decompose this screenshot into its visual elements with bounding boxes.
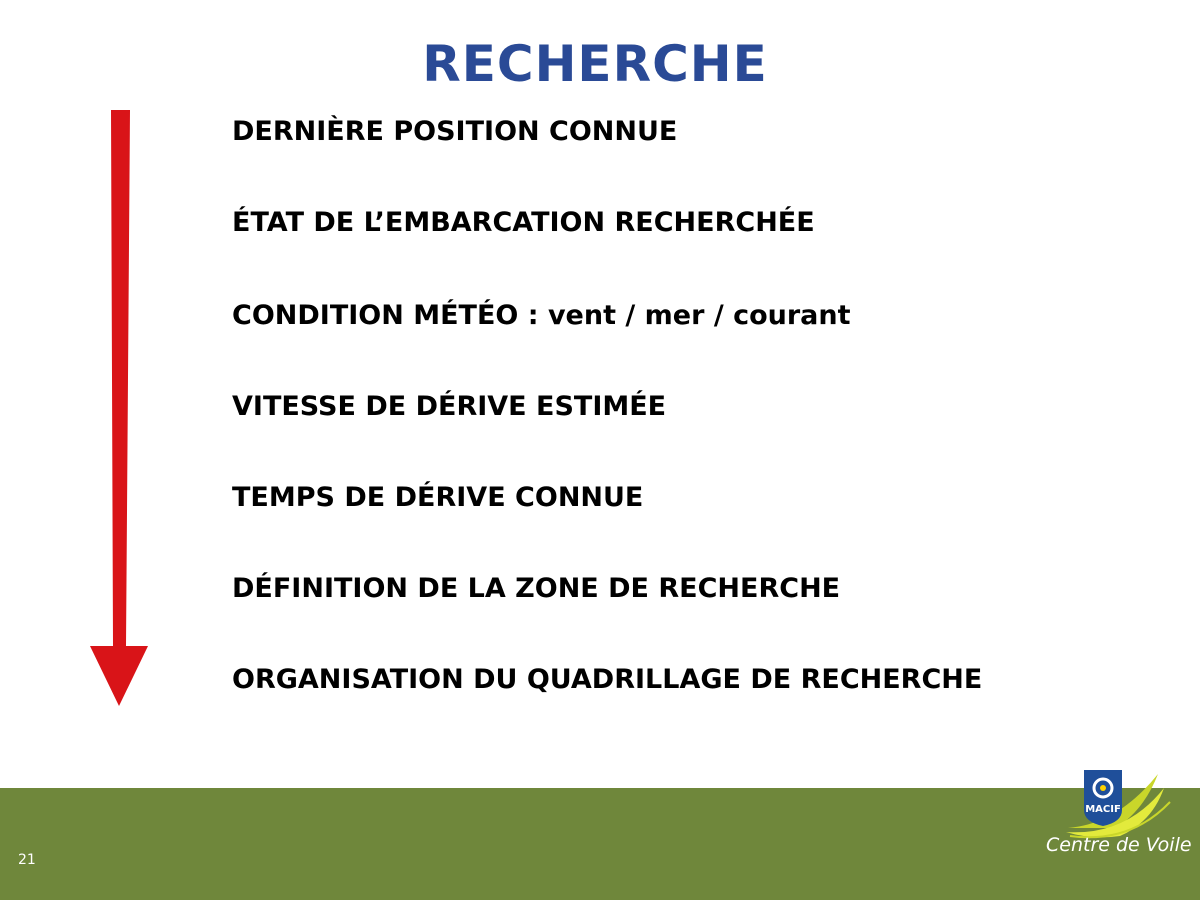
slide-title: RECHERCHE	[422, 35, 768, 93]
footer-band	[0, 788, 1200, 900]
step-item: DERNIÈRE POSITION CONNUE	[232, 116, 678, 147]
step-item: VITESSE DE DÉRIVE ESTIMÉE	[232, 391, 667, 422]
step-item: DÉFINITION DE LA ZONE DE RECHERCHE	[232, 573, 841, 604]
step-item: CONDITION MÉTÉO : vent / mer / courant	[232, 300, 851, 331]
step-item: ORGANISATION DU QUADRILLAGE DE RECHERCHE	[232, 664, 983, 695]
down-arrow-icon	[88, 110, 150, 708]
logo-caption: Centre de Voile	[1046, 834, 1192, 856]
step-item: TEMPS DE DÉRIVE CONNUE	[232, 482, 644, 513]
page-number: 21	[18, 852, 36, 868]
logo-brand: MACIF	[1085, 804, 1121, 815]
step-item: ÉTAT DE L’EMBARCATION RECHERCHÉE	[232, 207, 815, 238]
